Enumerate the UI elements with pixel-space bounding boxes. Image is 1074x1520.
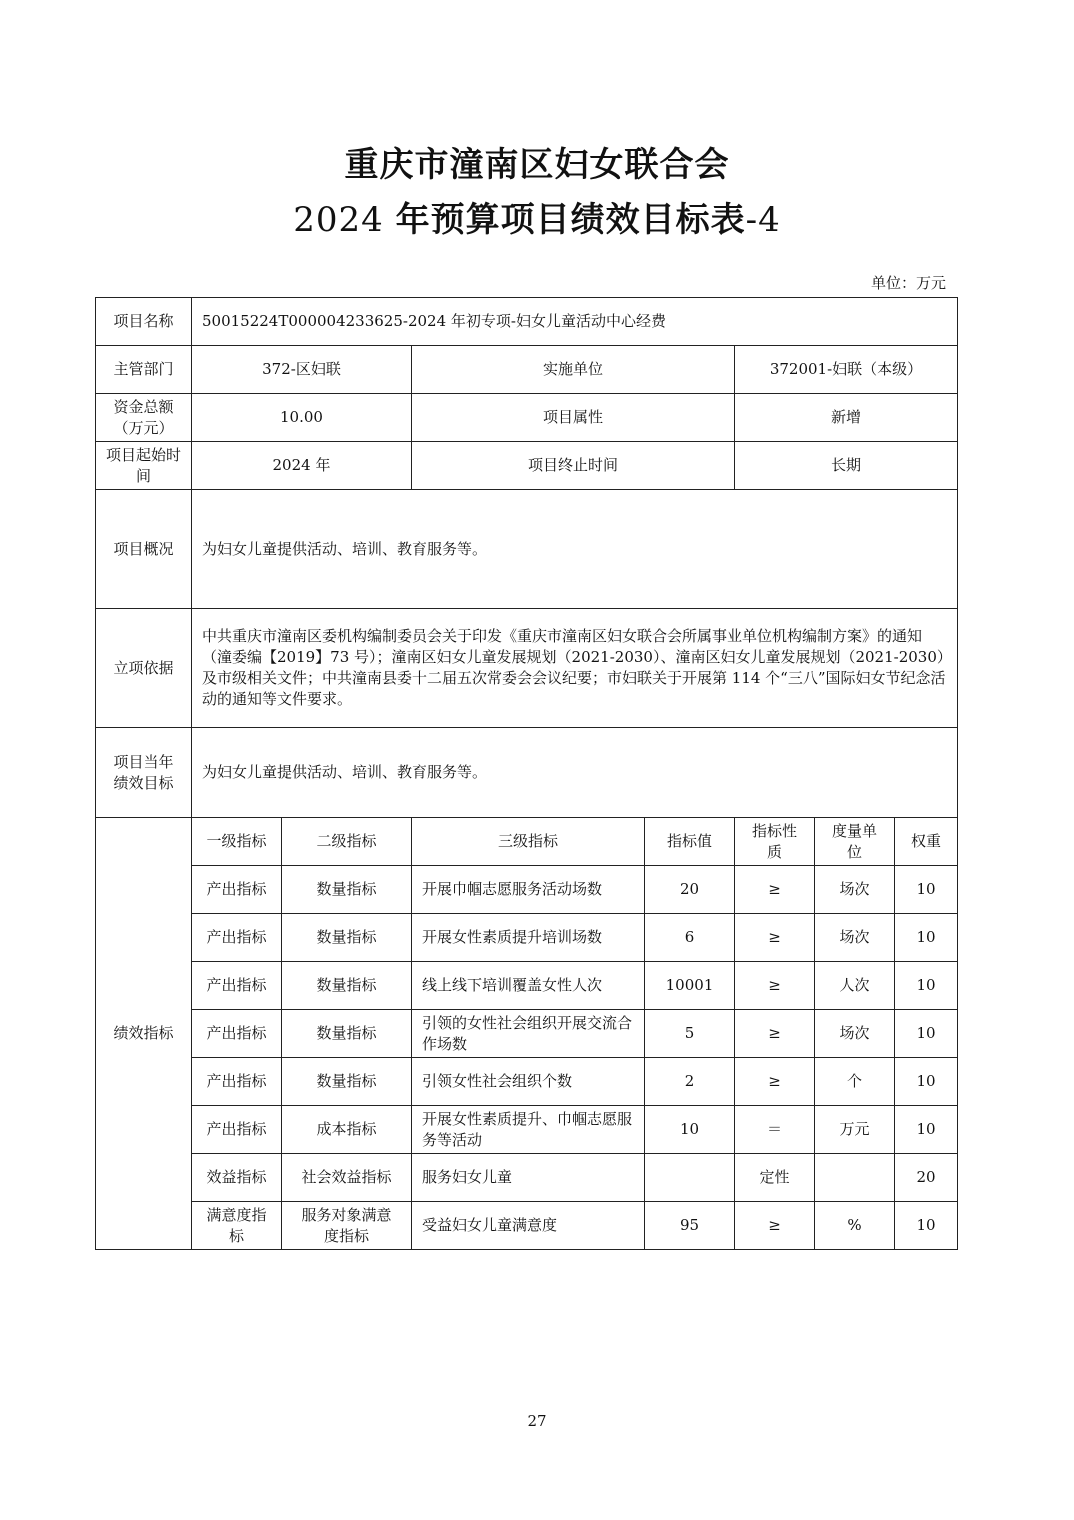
perf-value: 5 xyxy=(645,1010,735,1058)
table-row xyxy=(96,962,958,1010)
basis-value: 中共重庆市潼南区委机构编制委员会关于印发《重庆市潼南区妇女联合会所属事业单位机构编制方案》的通知（潼委编【2019】73 号）；潼南区妇女儿童发展规划（2021-2030）、潼南区妇女儿童发展规划（2021-2030）及市级相关文件；中共潼南县委十二届五次常委会会议纪要；市妇联关于开展第 114 个“三八”国际妇女节纪念活动的通知等文件要求。 xyxy=(192,609,958,728)
dept-value: 372-区妇联 xyxy=(192,346,412,394)
perf-weight: 10 xyxy=(895,914,958,962)
perf-header: 权重 xyxy=(895,818,958,866)
perf-unit xyxy=(815,1154,895,1202)
dept-label: 主管部门 xyxy=(96,346,192,394)
table-row xyxy=(96,1154,958,1202)
impl-label: 实施单位 xyxy=(412,346,735,394)
perf-nature: ≥ xyxy=(735,914,815,962)
attr-label: 项目属性 xyxy=(412,394,735,442)
perf-weight: 20 xyxy=(895,1154,958,1202)
perf-unit: 场次 xyxy=(815,866,895,914)
row-basis xyxy=(96,609,958,728)
perf-level1: 产出指标 xyxy=(192,962,282,1010)
perf-level1: 满意度指标 xyxy=(192,1202,282,1250)
perf-level2: 社会效益指标 xyxy=(282,1154,412,1202)
perf-level2: 服务对象满意度指标 xyxy=(282,1202,412,1250)
document-subtitle xyxy=(0,192,1074,241)
project-name-value: 50015224T000004233625-2024 年初专项-妇女儿童活动中心经费 xyxy=(192,298,958,346)
perf-value: 2 xyxy=(645,1058,735,1106)
perf-value xyxy=(645,1154,735,1202)
perf-nature: ≥ xyxy=(735,962,815,1010)
perf-unit: 场次 xyxy=(815,914,895,962)
performance-target-table xyxy=(95,297,958,1250)
perf-level3: 开展巾帼志愿服务活动场数 xyxy=(412,866,645,914)
document-title: 重庆市潼南区妇女联合会 xyxy=(344,145,730,185)
perf-level2: 数量指标 xyxy=(282,914,412,962)
perf-nature: ≥ xyxy=(735,1202,815,1250)
perf-level2: 数量指标 xyxy=(282,866,412,914)
row-time xyxy=(96,442,958,490)
perf-level3: 服务妇女儿童 xyxy=(412,1154,645,1202)
perf-value: 20 xyxy=(645,866,735,914)
subtitle-suffix: -4 xyxy=(745,200,781,240)
perf-level1: 产出指标 xyxy=(192,1010,282,1058)
perf-level3: 开展女性素质提升、巾帼志愿服务等活动 xyxy=(412,1106,645,1154)
subtitle-text: 年预算项目绩效目标表 xyxy=(395,200,746,240)
perf-weight: 10 xyxy=(895,1106,958,1154)
perf-level2: 成本指标 xyxy=(282,1106,412,1154)
perf-level1: 效益指标 xyxy=(192,1154,282,1202)
fund-label: 资金总额（万元） xyxy=(96,394,192,442)
perf-value: 6 xyxy=(645,914,735,962)
perf-level2: 数量指标 xyxy=(282,962,412,1010)
basis-label: 立项依据 xyxy=(96,609,192,728)
perf-nature: ＝ xyxy=(735,1106,815,1154)
perf-level3: 受益妇女儿童满意度 xyxy=(412,1202,645,1250)
subtitle-year: 2024 xyxy=(293,200,384,240)
perf-weight: 10 xyxy=(895,1202,958,1250)
perf-header: 度量单位 xyxy=(815,818,895,866)
perf-value: 10001 xyxy=(645,962,735,1010)
perf-level3: 线上线下培训覆盖女性人次 xyxy=(412,962,645,1010)
table-row xyxy=(96,914,958,962)
perf-unit: 个 xyxy=(815,1058,895,1106)
end-value: 长期 xyxy=(735,442,958,490)
goal-value: 为妇女儿童提供活动、培训、教育服务等。 xyxy=(192,728,958,818)
unit-label: 单位：万元 xyxy=(870,274,946,292)
row-project-name xyxy=(96,298,958,346)
perf-nature: 定性 xyxy=(735,1154,815,1202)
perf-level1: 产出指标 xyxy=(192,866,282,914)
perf-level3: 引领女性社会组织个数 xyxy=(412,1058,645,1106)
perf-weight: 10 xyxy=(895,1010,958,1058)
perf-nature: ≥ xyxy=(735,1010,815,1058)
project-name-label: 项目名称 xyxy=(96,298,192,346)
end-label: 项目终止时间 xyxy=(412,442,735,490)
perf-header: 一级指标 xyxy=(192,818,282,866)
perf-header: 指标值 xyxy=(645,818,735,866)
perf-level2: 数量指标 xyxy=(282,1058,412,1106)
perf-nature: ≥ xyxy=(735,1058,815,1106)
perf-weight: 10 xyxy=(895,1058,958,1106)
row-goal xyxy=(96,728,958,818)
perf-value: 95 xyxy=(645,1202,735,1250)
table-row xyxy=(96,1058,958,1106)
table-row xyxy=(96,866,958,914)
overview-label: 项目概况 xyxy=(96,490,192,609)
perf-weight: 10 xyxy=(895,866,958,914)
page-number: 27 xyxy=(527,1412,547,1430)
perf-level3: 引领的女性社会组织开展交流合作场数 xyxy=(412,1010,645,1058)
perf-level1: 产出指标 xyxy=(192,1058,282,1106)
perf-header-row xyxy=(96,818,958,866)
row-department xyxy=(96,346,958,394)
perf-level2: 数量指标 xyxy=(282,1010,412,1058)
perf-level1: 产出指标 xyxy=(192,1106,282,1154)
attr-value: 新增 xyxy=(735,394,958,442)
start-label: 项目起始时间 xyxy=(96,442,192,490)
fund-value: 10.00 xyxy=(192,394,412,442)
perf-header: 指标性质 xyxy=(735,818,815,866)
perf-unit: 万元 xyxy=(815,1106,895,1154)
perf-label: 绩效指标 xyxy=(96,818,192,1250)
perf-level1: 产出指标 xyxy=(192,914,282,962)
perf-header: 二级指标 xyxy=(282,818,412,866)
perf-level3: 开展女性素质提升培训场数 xyxy=(412,914,645,962)
start-value: 2024 年 xyxy=(192,442,412,490)
perf-unit: 场次 xyxy=(815,1010,895,1058)
perf-nature: ≥ xyxy=(735,866,815,914)
perf-unit: % xyxy=(815,1202,895,1250)
table-row xyxy=(96,1010,958,1058)
table-row xyxy=(96,1106,958,1154)
overview-value: 为妇女儿童提供活动、培训、教育服务等。 xyxy=(192,490,958,609)
table-row xyxy=(96,1202,958,1250)
row-overview xyxy=(96,490,958,609)
perf-header: 三级指标 xyxy=(412,818,645,866)
perf-weight: 10 xyxy=(895,962,958,1010)
impl-value: 372001-妇联（本级） xyxy=(735,346,958,394)
row-fund xyxy=(96,394,958,442)
perf-unit: 人次 xyxy=(815,962,895,1010)
perf-value: 10 xyxy=(645,1106,735,1154)
goal-label: 项目当年绩效目标 xyxy=(96,728,192,818)
